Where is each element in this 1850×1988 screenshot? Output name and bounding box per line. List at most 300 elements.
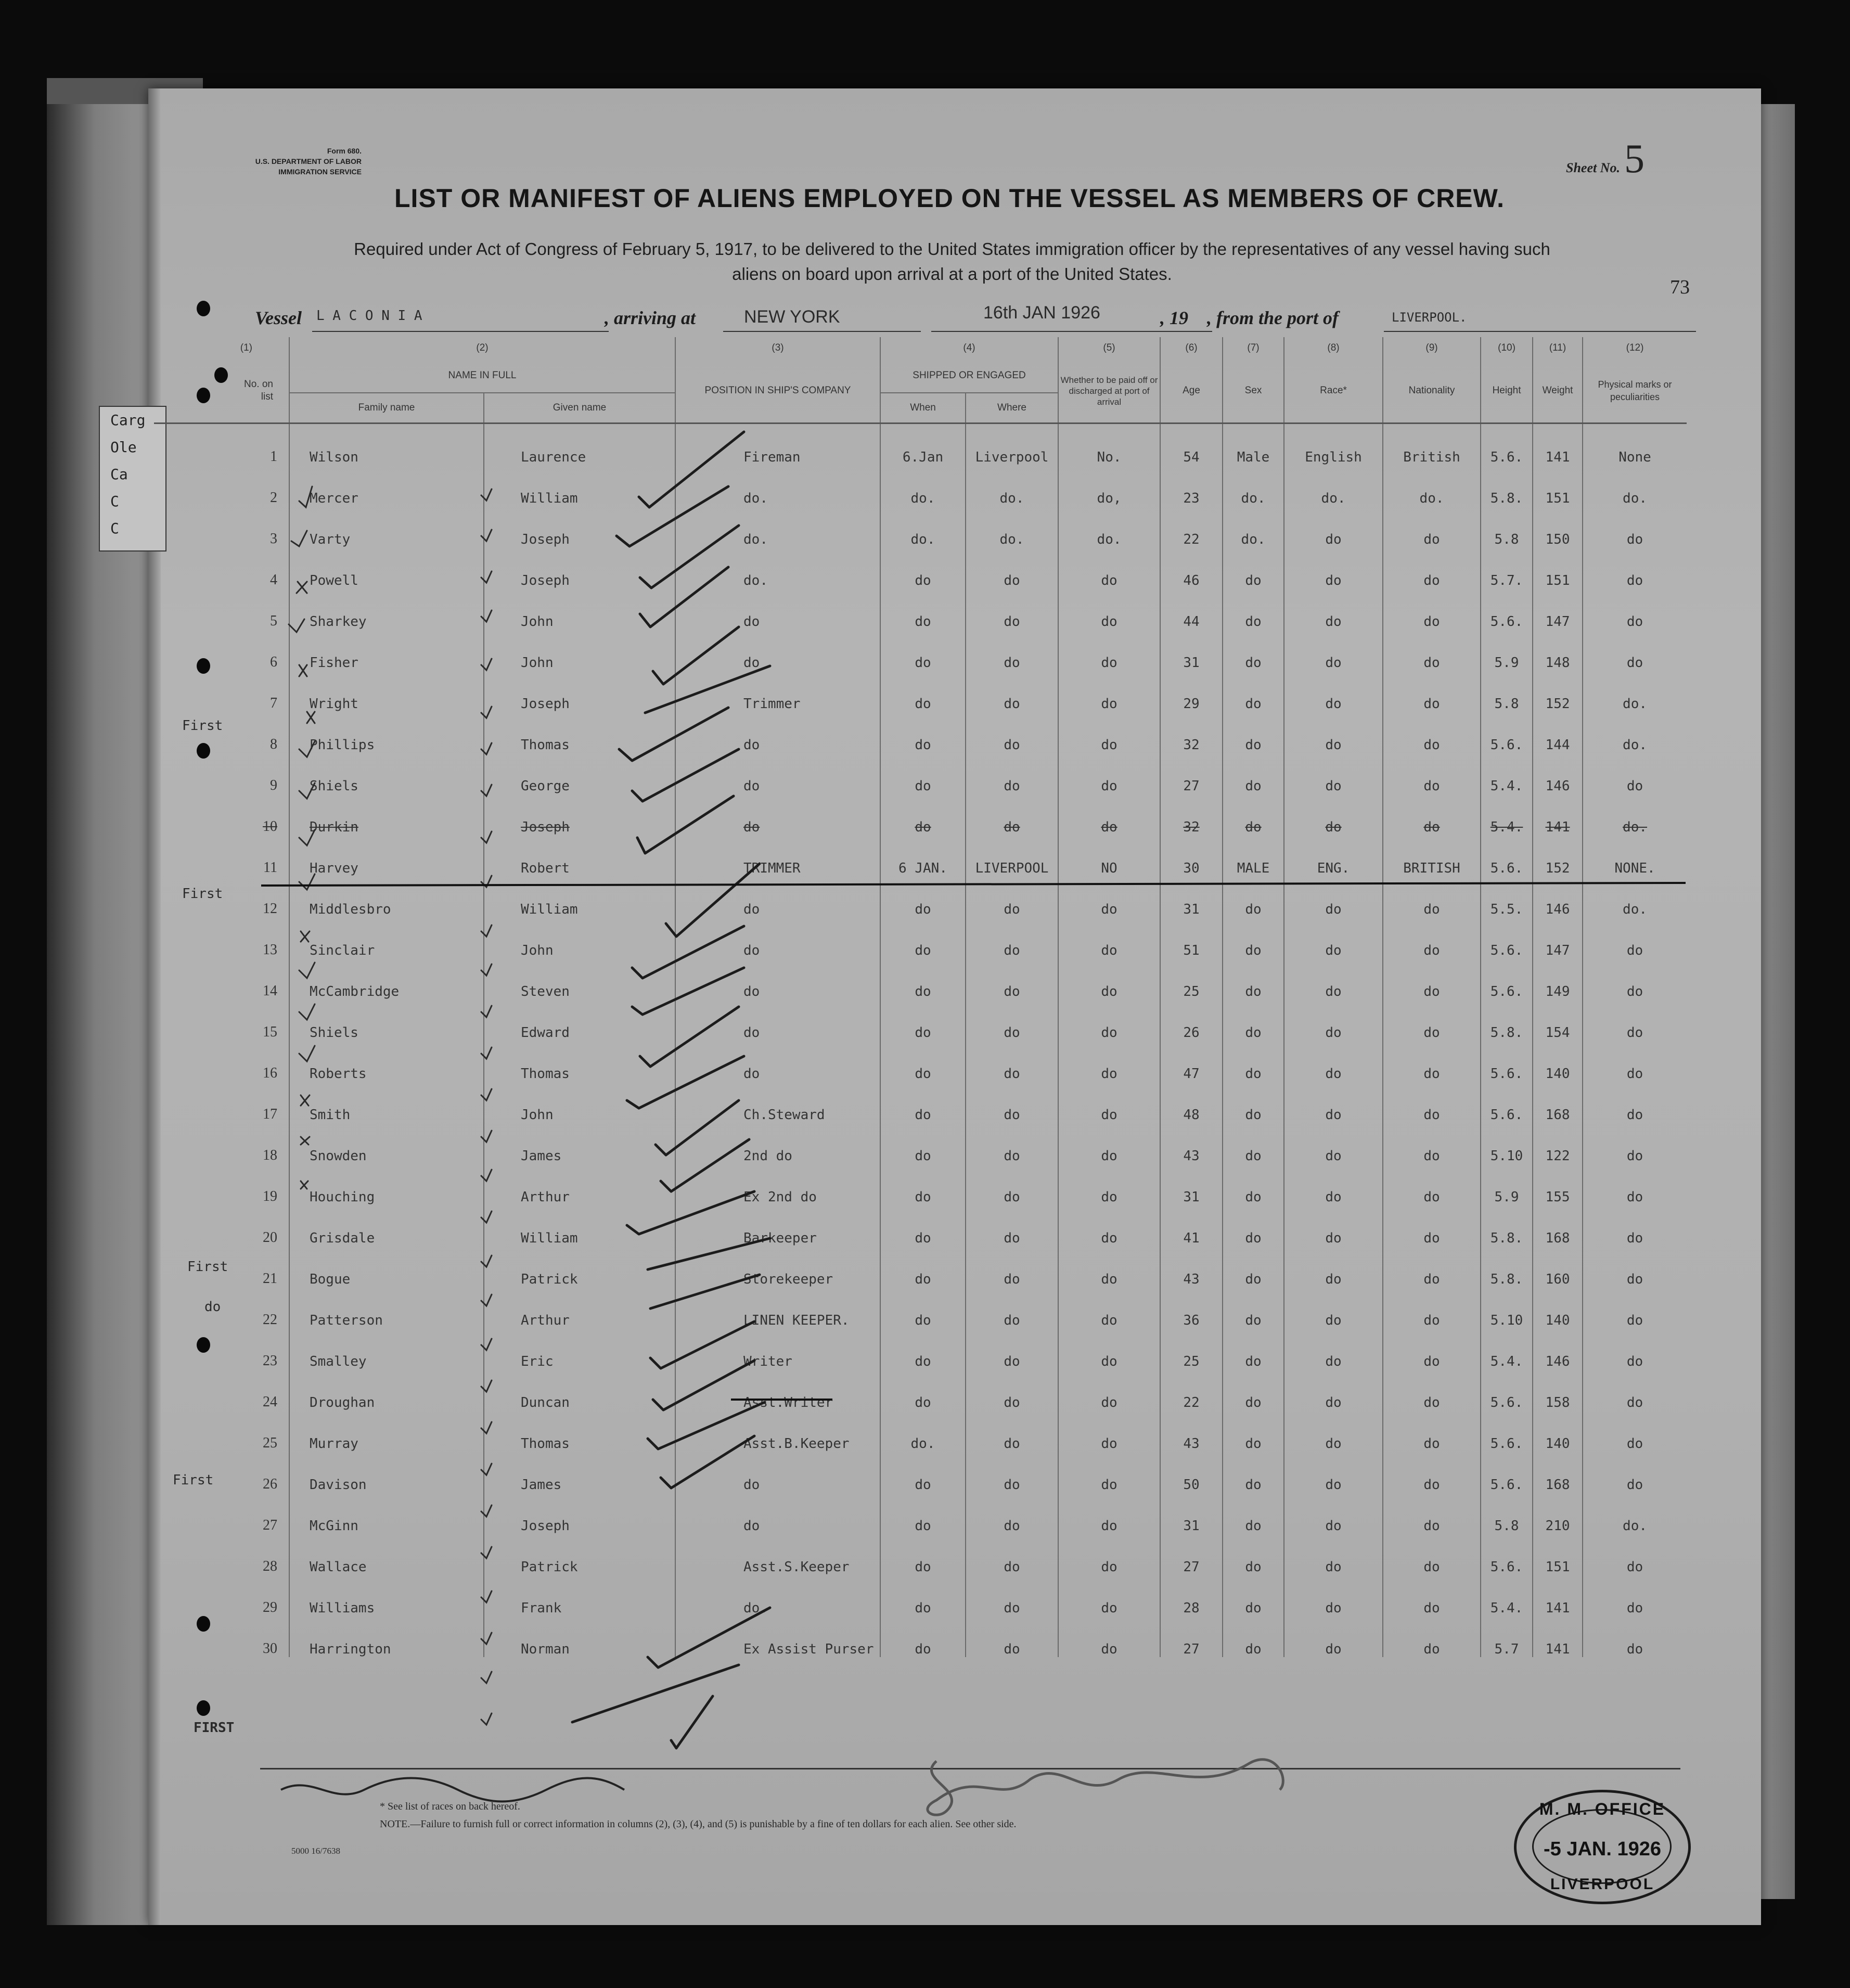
paid-off-cell: do — [1058, 958, 1160, 999]
given-name-cell: John — [484, 917, 675, 958]
weight-cell: 168 — [1533, 1082, 1583, 1123]
family-name-cell: Murray — [289, 1410, 484, 1452]
shipped-when-cell: do — [880, 1246, 966, 1287]
physical-marks-cell: NONE. — [1583, 835, 1687, 876]
check-mark-icon — [639, 432, 744, 507]
race-cell: ENG. — [1284, 835, 1383, 876]
check-mark-icon — [632, 926, 744, 978]
row-number-cell: 23 — [263, 1353, 277, 1369]
shipped-where-cell: do. — [966, 506, 1058, 547]
nationality-cell: BRITISH — [1383, 835, 1481, 876]
race-cell: do — [1284, 588, 1383, 630]
sex-cell: do — [1223, 794, 1284, 835]
nationality-cell: do — [1383, 876, 1481, 917]
position-cell: Asst.S.Keeper — [675, 1534, 880, 1575]
sex-cell: do — [1223, 547, 1284, 588]
shipped-when-cell: do — [880, 547, 966, 588]
age-cell: 51 — [1160, 917, 1223, 958]
row-number-cell: 29 — [263, 1599, 277, 1615]
stamp-bottom-text: LIVERPOOL — [1550, 1876, 1655, 1893]
col-num: (7) — [1223, 337, 1284, 359]
physical-marks-cell: do. — [1583, 876, 1687, 917]
shipped-where-cell: do — [966, 1164, 1058, 1205]
shipped-when-cell: do — [880, 1493, 966, 1534]
header-shipped: SHIPPED OR ENGAGED — [880, 359, 1058, 393]
col-num: (5) — [1058, 337, 1160, 359]
age-cell: 26 — [1160, 999, 1223, 1041]
weight-cell: 146 — [1533, 1328, 1583, 1369]
row-number-cell: 6 — [270, 654, 277, 670]
shipped-when-cell: do — [880, 1164, 966, 1205]
race-cell: do — [1284, 712, 1383, 753]
family-name-cell: Powell — [289, 547, 484, 588]
shipped-where-cell: LIVERPOOL — [966, 835, 1058, 876]
check-mark-icon — [640, 567, 728, 627]
nationality-cell: do — [1383, 506, 1481, 547]
check-mark-icon — [648, 1608, 770, 1668]
shipped-when-cell: do — [880, 917, 966, 958]
family-name-cell: Houching — [289, 1164, 484, 1205]
shipped-where-cell: do — [966, 1534, 1058, 1575]
check-mark-icon — [627, 1056, 744, 1108]
row-number-cell: 30 — [263, 1640, 277, 1657]
sex-cell: do — [1223, 1369, 1284, 1410]
age-cell: 43 — [1160, 1246, 1223, 1287]
sex-cell: do — [1223, 671, 1284, 712]
sex-cell: do — [1223, 1205, 1284, 1246]
family-name-cell: Sharkey — [289, 588, 484, 630]
paid-off-cell: do — [1058, 1246, 1160, 1287]
position-cell: Ch.Steward — [675, 1082, 880, 1123]
family-name-cell: Wright — [289, 671, 484, 712]
family-name-cell: Fisher — [289, 630, 484, 671]
age-cell: 28 — [1160, 1575, 1223, 1616]
position-cell: do — [675, 794, 880, 835]
weight-cell: 140 — [1533, 1410, 1583, 1452]
header-age: Age — [1160, 359, 1223, 424]
position-cell: LINEN KEEPER. — [675, 1287, 880, 1328]
weight-cell: 146 — [1533, 753, 1583, 794]
shipped-where-cell: do — [966, 1410, 1058, 1452]
header-nationality: Nationality — [1383, 359, 1481, 424]
height-cell: 5.4. — [1481, 1575, 1533, 1616]
from-port-label: , from the port of — [1207, 307, 1339, 328]
header-given-name: Given name — [484, 393, 675, 424]
physical-marks-cell: do — [1583, 1410, 1687, 1452]
shipped-where-cell: do. — [966, 465, 1058, 506]
age-cell: 31 — [1160, 1493, 1223, 1534]
given-name-cell: John — [484, 630, 675, 671]
shipped-when-cell: do — [880, 958, 966, 999]
vessel-label: Vessel — [255, 307, 302, 328]
col-num: (6) — [1160, 337, 1223, 359]
paid-off-cell: do — [1058, 1410, 1160, 1452]
check-mark-icon — [632, 749, 739, 801]
paid-off-cell: do — [1058, 753, 1160, 794]
check-mark-icon — [650, 1322, 754, 1368]
height-cell: 5.6. — [1481, 1410, 1533, 1452]
sheet-label: Sheet No. — [1566, 160, 1620, 175]
header-family-name: Family name — [289, 393, 484, 424]
check-stroke — [645, 666, 770, 713]
age-cell: 32 — [1160, 794, 1223, 835]
family-name-cell: Bogue — [289, 1246, 484, 1287]
col-num: (12) — [1583, 337, 1687, 359]
footnote-races: * See list of races on back hereof. — [380, 1801, 520, 1812]
position-cell: do. — [675, 506, 880, 547]
weight-cell: 144 — [1533, 712, 1583, 753]
header-weight: Weight — [1533, 359, 1583, 424]
family-name-cell: Snowden — [289, 1123, 484, 1164]
nationality-cell: do — [1383, 1246, 1481, 1287]
age-cell: 36 — [1160, 1287, 1223, 1328]
age-cell: 48 — [1160, 1082, 1223, 1123]
physical-marks-cell: do — [1583, 1452, 1687, 1493]
sex-cell: do — [1223, 1493, 1284, 1534]
sex-cell: do — [1223, 1328, 1284, 1369]
nationality-cell: British — [1383, 424, 1481, 466]
row-number-cell: 26 — [263, 1476, 277, 1492]
given-name-cell: James — [484, 1452, 675, 1493]
age-cell: 43 — [1160, 1410, 1223, 1452]
row-number-cell: 3 — [270, 531, 277, 547]
paid-off-cell: do — [1058, 630, 1160, 671]
family-name-cell: Phillips — [289, 712, 484, 753]
given-name-cell: Joseph — [484, 1493, 675, 1534]
age-cell: 29 — [1160, 671, 1223, 712]
race-cell: do — [1284, 876, 1383, 917]
position-cell: do. — [675, 465, 880, 506]
shipped-where-cell: do — [966, 1287, 1058, 1328]
paid-off-cell: do — [1058, 547, 1160, 588]
nationality-cell: do — [1383, 1616, 1481, 1657]
position-cell: do — [675, 1452, 880, 1493]
age-cell: 31 — [1160, 630, 1223, 671]
nationality-cell: do — [1383, 1410, 1481, 1452]
shipped-when-cell: 6 JAN. — [880, 835, 966, 876]
check-stroke — [650, 1275, 760, 1309]
race-cell: do — [1284, 1082, 1383, 1123]
race-cell: do — [1284, 753, 1383, 794]
sex-cell: do — [1223, 1246, 1284, 1287]
shipped-when-cell: do. — [880, 1410, 966, 1452]
weight-cell: 149 — [1533, 958, 1583, 999]
shipped-where-cell: do — [966, 1452, 1058, 1493]
sex-cell: do — [1223, 1575, 1284, 1616]
shipped-when-cell: do — [880, 794, 966, 835]
officer-signature — [928, 1760, 1283, 1815]
race-cell: do — [1284, 1205, 1383, 1246]
age-cell: 23 — [1160, 465, 1223, 506]
print-code: 5000 16/7638 — [291, 1846, 340, 1856]
nationality-cell: do — [1383, 1369, 1481, 1410]
sex-cell: do — [1223, 1452, 1284, 1493]
sex-cell: do — [1223, 1534, 1284, 1575]
height-cell: 5.4. — [1481, 753, 1533, 794]
shipped-when-cell: do — [880, 1369, 966, 1410]
family-name-cell: Smalley — [289, 1328, 484, 1369]
row-number-cell: 15 — [263, 1024, 277, 1040]
given-name-cell: Patrick — [484, 1534, 675, 1575]
race-cell: do. — [1284, 465, 1383, 506]
position-cell: Asst.Writer — [675, 1369, 880, 1410]
sex-cell: do — [1223, 588, 1284, 630]
shipped-where-cell: do — [966, 1493, 1058, 1534]
weight-cell: 151 — [1533, 547, 1583, 588]
height-cell: 5.7 — [1481, 1616, 1533, 1657]
race-cell: do — [1284, 1328, 1383, 1369]
weight-cell: 152 — [1533, 835, 1583, 876]
age-cell: 27 — [1160, 753, 1223, 794]
stamp-top-text: M. M. OFFICE — [1539, 1800, 1666, 1818]
given-name-cell: William — [484, 1205, 675, 1246]
sex-cell: do — [1223, 876, 1284, 917]
shipped-when-cell: do — [880, 1041, 966, 1082]
subtitle-line: aliens on board upon arrival at a port of the United States. — [732, 264, 1172, 284]
shipped-when-cell: do — [880, 1287, 966, 1328]
race-cell: do — [1284, 794, 1383, 835]
height-cell: 5.8. — [1481, 999, 1533, 1041]
shipped-when-cell: do. — [880, 506, 966, 547]
physical-marks-cell: do — [1583, 1616, 1687, 1657]
stub-text: C — [110, 520, 119, 537]
age-cell: 54 — [1160, 424, 1223, 466]
race-cell: do — [1284, 1287, 1383, 1328]
given-name-cell: Duncan — [484, 1369, 675, 1410]
check-mark-icon — [640, 1007, 739, 1067]
row-number-cell: 28 — [263, 1558, 277, 1574]
arrival-port: NEW YORK — [744, 307, 840, 327]
physical-marks-cell: do — [1583, 1328, 1687, 1369]
nationality-cell: do — [1383, 999, 1481, 1041]
stub-text: C — [110, 493, 119, 510]
age-cell: 50 — [1160, 1452, 1223, 1493]
family-name-cell: McCambridge — [289, 958, 484, 999]
shipped-when-cell: do — [880, 1575, 966, 1616]
race-cell: do — [1284, 1369, 1383, 1410]
row-number-cell: 22 — [263, 1312, 277, 1328]
height-cell: 5.6. — [1481, 835, 1533, 876]
shipped-where-cell: do — [966, 1616, 1058, 1657]
stub-text: Ole — [110, 439, 137, 456]
paid-off-cell: do — [1058, 1575, 1160, 1616]
family-name-cell: Mercer — [289, 465, 484, 506]
shipped-when-cell: do — [880, 1082, 966, 1123]
weight-cell: 147 — [1533, 588, 1583, 630]
shipped-where-cell: do — [966, 794, 1058, 835]
paid-off-cell: do, — [1058, 465, 1160, 506]
physical-marks-cell: do — [1583, 547, 1687, 588]
height-cell: 5.8. — [1481, 1205, 1533, 1246]
check-mark-icon — [637, 796, 734, 853]
position-cell: do — [675, 712, 880, 753]
age-cell: 22 — [1160, 1369, 1223, 1410]
nationality-cell: do — [1383, 1205, 1481, 1246]
weight-cell: 151 — [1533, 465, 1583, 506]
sex-cell: do — [1223, 917, 1284, 958]
nationality-cell: do — [1383, 1575, 1481, 1616]
family-name-cell: Smith — [289, 1082, 484, 1123]
race-cell: do — [1284, 1410, 1383, 1452]
physical-marks-cell: do. — [1583, 794, 1687, 835]
given-name-cell: Joseph — [484, 671, 675, 712]
race-cell: do — [1284, 1452, 1383, 1493]
position-cell: do — [675, 630, 880, 671]
nationality-cell: do — [1383, 1041, 1481, 1082]
given-name-cell: James — [484, 1123, 675, 1164]
col-num: (9) — [1383, 337, 1481, 359]
department: U.S. DEPARTMENT OF LABOR — [255, 157, 362, 165]
given-name-cell: John — [484, 588, 675, 630]
race-cell: do — [1284, 1246, 1383, 1287]
row-number-cell: 20 — [263, 1229, 277, 1246]
physical-marks-cell: do — [1583, 1123, 1687, 1164]
shipped-where-cell: do — [966, 712, 1058, 753]
paid-off-cell: do — [1058, 917, 1160, 958]
family-name-cell: Sinclair — [289, 917, 484, 958]
header-when: When — [880, 393, 966, 424]
shipped-when-cell: do — [880, 588, 966, 630]
paid-off-cell: do — [1058, 712, 1160, 753]
race-cell: do — [1284, 1493, 1383, 1534]
position-cell: Trimmer — [675, 671, 880, 712]
height-cell: 5.6. — [1481, 1452, 1533, 1493]
nationality-cell: do — [1383, 1164, 1481, 1205]
physical-marks-cell: do. — [1583, 1493, 1687, 1534]
height-cell: 5.6. — [1481, 424, 1533, 466]
family-name-cell: Roberts — [289, 1041, 484, 1082]
shipped-where-cell: do — [966, 1369, 1058, 1410]
family-name-cell: Davison — [289, 1452, 484, 1493]
nationality-cell: do — [1383, 588, 1481, 630]
page-code: 73 — [1670, 276, 1690, 298]
sex-cell: do — [1223, 1616, 1284, 1657]
stamp-date: -5 JAN. 1926 — [1543, 1838, 1661, 1860]
family-name-cell: Williams — [289, 1575, 484, 1616]
row-number-cell: 12 — [263, 901, 277, 917]
given-name-cell: Thomas — [484, 712, 675, 753]
position-cell: do. — [675, 1575, 880, 1616]
col-num: (1) — [240, 342, 252, 353]
service: IMMIGRATION SERVICE — [278, 168, 362, 176]
subtitle-line: Required under Act of Congress of February 5, 1917, to be delivered to the United States immigration officer by the representatives of any vessel having such — [354, 239, 1550, 259]
given-name-cell: George — [484, 753, 675, 794]
shipped-when-cell: do — [880, 1328, 966, 1369]
col-num: (8) — [1284, 337, 1383, 359]
nationality-cell: do — [1383, 917, 1481, 958]
physical-marks-cell: do — [1583, 1575, 1687, 1616]
family-name-cell: Grisdale — [289, 1205, 484, 1246]
given-name-cell: Thomas — [484, 1410, 675, 1452]
sex-cell: do — [1223, 1287, 1284, 1328]
weight-cell: 158 — [1533, 1369, 1583, 1410]
shipped-where-cell: do — [966, 958, 1058, 999]
height-cell: 5.9 — [1481, 630, 1533, 671]
height-cell: 5.8 — [1481, 506, 1533, 547]
shipped-where-cell: do — [966, 1246, 1058, 1287]
vessel-name: L A C O N I A — [316, 308, 422, 324]
check-mark-icon — [640, 525, 739, 588]
weight-cell: 140 — [1533, 1287, 1583, 1328]
paid-off-cell: do. — [1058, 506, 1160, 547]
paid-off-cell: do — [1058, 671, 1160, 712]
position-cell: Fireman — [675, 424, 880, 466]
weight-cell: 155 — [1533, 1164, 1583, 1205]
year-label: , 19 — [1160, 307, 1188, 328]
row-number-cell: 27 — [263, 1517, 277, 1533]
position-cell: Asst.B.Keeper — [675, 1410, 880, 1452]
shipped-when-cell: do — [880, 1123, 966, 1164]
age-cell: 47 — [1160, 1041, 1223, 1082]
physical-marks-cell: do — [1583, 753, 1687, 794]
margin-note: FIRST — [194, 1720, 235, 1736]
sex-cell: do — [1223, 1164, 1284, 1205]
given-name-cell: Laurence — [484, 424, 675, 466]
header-position: POSITION IN SHIP'S COMPANY — [675, 359, 880, 424]
family-name-cell: Harvey — [289, 835, 484, 876]
age-cell: 27 — [1160, 1616, 1223, 1657]
physical-marks-cell: do — [1583, 958, 1687, 999]
nationality-cell: do — [1383, 958, 1481, 999]
weight-cell: 147 — [1533, 917, 1583, 958]
age-cell: 32 — [1160, 712, 1223, 753]
age-cell: 31 — [1160, 876, 1223, 917]
sex-cell: do — [1223, 1410, 1284, 1452]
col-num: (10) — [1481, 337, 1533, 359]
col-num: (4) — [880, 337, 1058, 359]
age-cell: 27 — [1160, 1534, 1223, 1575]
paid-off-cell: do — [1058, 1082, 1160, 1123]
physical-marks-cell: do — [1583, 917, 1687, 958]
physical-marks-cell: do — [1583, 506, 1687, 547]
nationality-cell: do — [1383, 712, 1481, 753]
shipped-when-cell: do — [880, 999, 966, 1041]
height-cell: 5.5. — [1481, 876, 1533, 917]
family-name-cell: Wilson — [289, 424, 484, 466]
row-number-cell: 17 — [263, 1106, 277, 1122]
weight-cell: 141 — [1533, 794, 1583, 835]
paid-off-cell: do — [1058, 1452, 1160, 1493]
family-name-cell: Shiels — [289, 753, 484, 794]
margin-note: First — [182, 718, 223, 734]
height-cell: 5.6. — [1481, 588, 1533, 630]
position-cell: do — [675, 999, 880, 1041]
race-cell: do — [1284, 1123, 1383, 1164]
shipped-when-cell: do — [880, 671, 966, 712]
row-number-cell: 24 — [263, 1394, 277, 1410]
strike-through-line — [261, 883, 1686, 886]
sex-cell: MALE — [1223, 835, 1284, 876]
row-number-cell: 13 — [263, 942, 277, 958]
nationality-cell: do — [1383, 753, 1481, 794]
physical-marks-cell: do. — [1583, 671, 1687, 712]
sex-cell: do — [1223, 1041, 1284, 1082]
position-cell: Ex Assist Purser — [675, 1616, 880, 1657]
given-name-cell: Arthur — [484, 1287, 675, 1328]
position-cell: do — [675, 958, 880, 999]
height-cell: 5.10 — [1481, 1123, 1533, 1164]
position-cell: do — [675, 876, 880, 917]
shipped-where-cell: do — [966, 547, 1058, 588]
row-number-cell: 19 — [263, 1188, 277, 1204]
check-mark-icon — [653, 627, 739, 684]
nationality-cell: do — [1383, 1082, 1481, 1123]
shipped-where-cell: do — [966, 630, 1058, 671]
row-number-cell: 11 — [263, 860, 277, 876]
height-cell: 5.6. — [1481, 1534, 1533, 1575]
family-name-cell: Patterson — [289, 1287, 484, 1328]
shipped-where-cell: do — [966, 999, 1058, 1041]
